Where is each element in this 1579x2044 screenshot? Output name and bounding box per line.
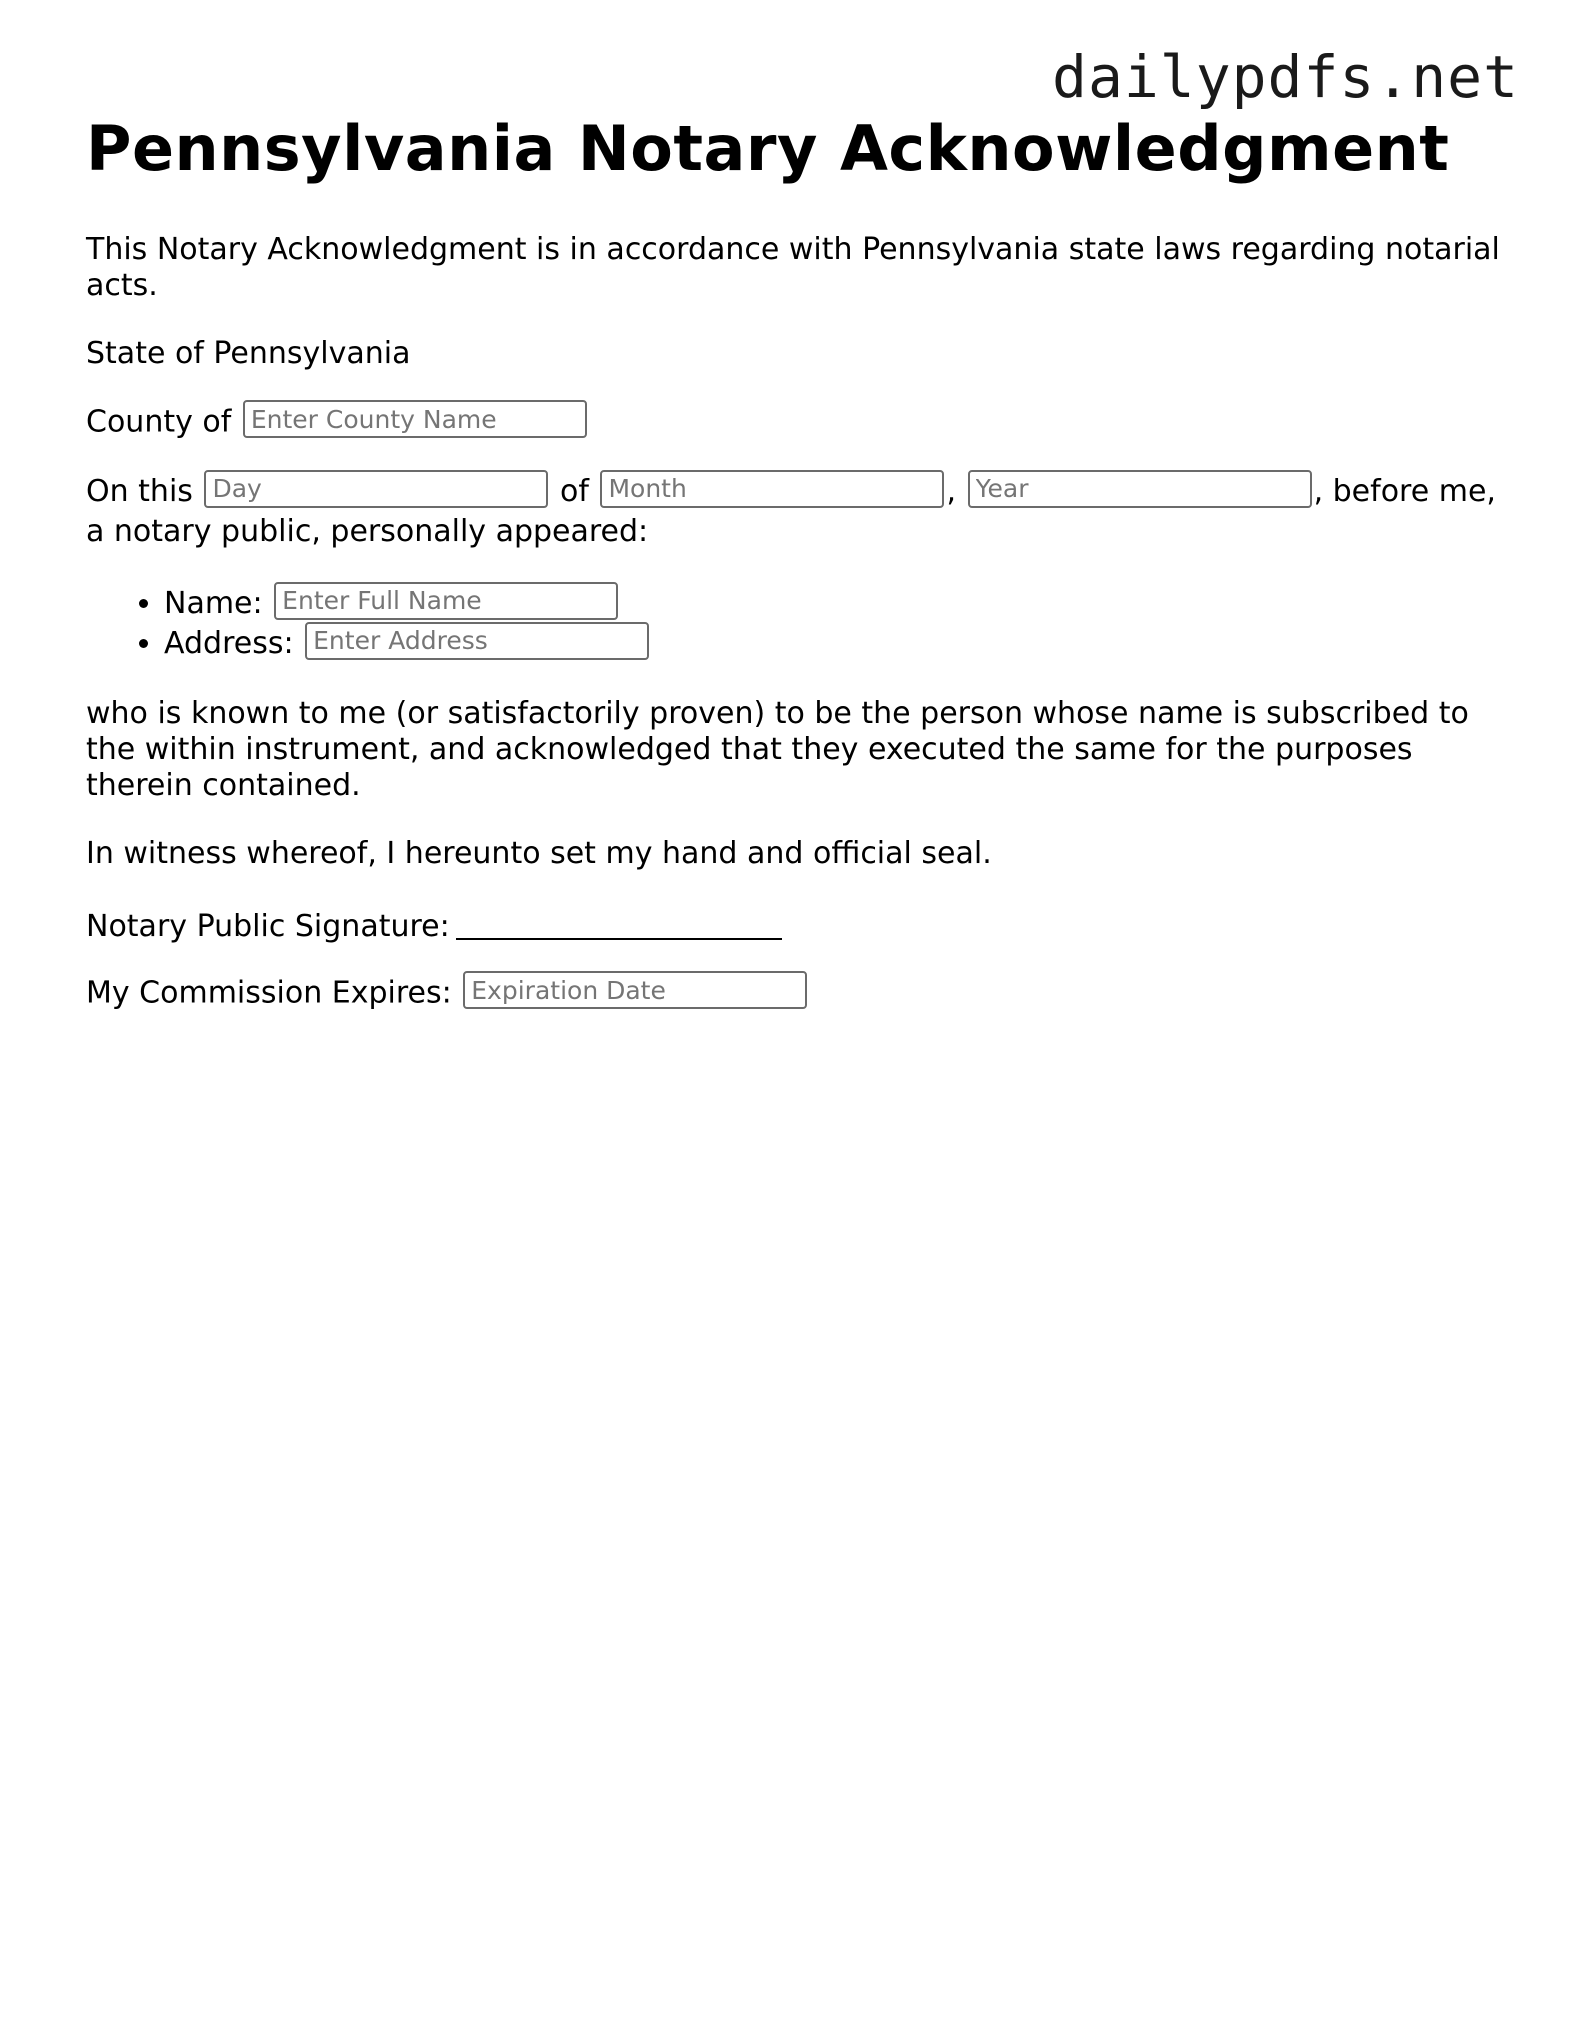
document-body	[86, 108, 1506, 1013]
county-input[interactable]	[243, 400, 587, 438]
known-paragraph: who is known to me (or satisfactorily proven) to be the person whose name is subscribed to the within instrument, and acknowledged that they executed the same for the purposes therein contained.	[86, 696, 1469, 803]
signature-line[interactable]	[456, 908, 782, 940]
state-line: State of Pennsylvania	[86, 336, 411, 371]
date-prefix: On this	[86, 474, 193, 509]
name-label: Name:	[164, 586, 263, 621]
month-input[interactable]	[600, 470, 944, 508]
date-comma: ,	[946, 474, 957, 509]
expiration-date-input[interactable]	[463, 971, 807, 1009]
person-list	[86, 584, 1506, 664]
day-input[interactable]	[204, 470, 548, 508]
list-item	[164, 584, 1506, 624]
county-row	[86, 404, 1506, 442]
address-label: Address:	[164, 626, 294, 661]
year-input[interactable]	[968, 470, 1312, 508]
full-name-input[interactable]	[274, 582, 618, 620]
date-row	[86, 472, 1506, 552]
list-item	[164, 624, 1506, 664]
expires-row	[86, 975, 1506, 1013]
expires-label: My Commission Expires:	[86, 975, 452, 1011]
of-text: of	[560, 474, 589, 509]
intro-paragraph: This Notary Acknowledgment is in accordance with Pennsylvania state laws regarding notarial acts.	[86, 232, 1500, 303]
signature-label: Notary Public Signature:	[86, 909, 450, 944]
signature-row	[86, 904, 1506, 945]
county-label: County of	[86, 404, 232, 440]
date-suffix: , before me, a notary public, personally appeared:	[86, 474, 1496, 549]
address-input[interactable]	[305, 622, 649, 660]
page-title: Pennsylvania Notary Acknowledgment	[86, 112, 1450, 185]
watermark: dailypdfs.net	[1052, 43, 1519, 111]
witness-paragraph: In witness whereof, I hereunto set my hand and official seal.	[86, 836, 992, 871]
